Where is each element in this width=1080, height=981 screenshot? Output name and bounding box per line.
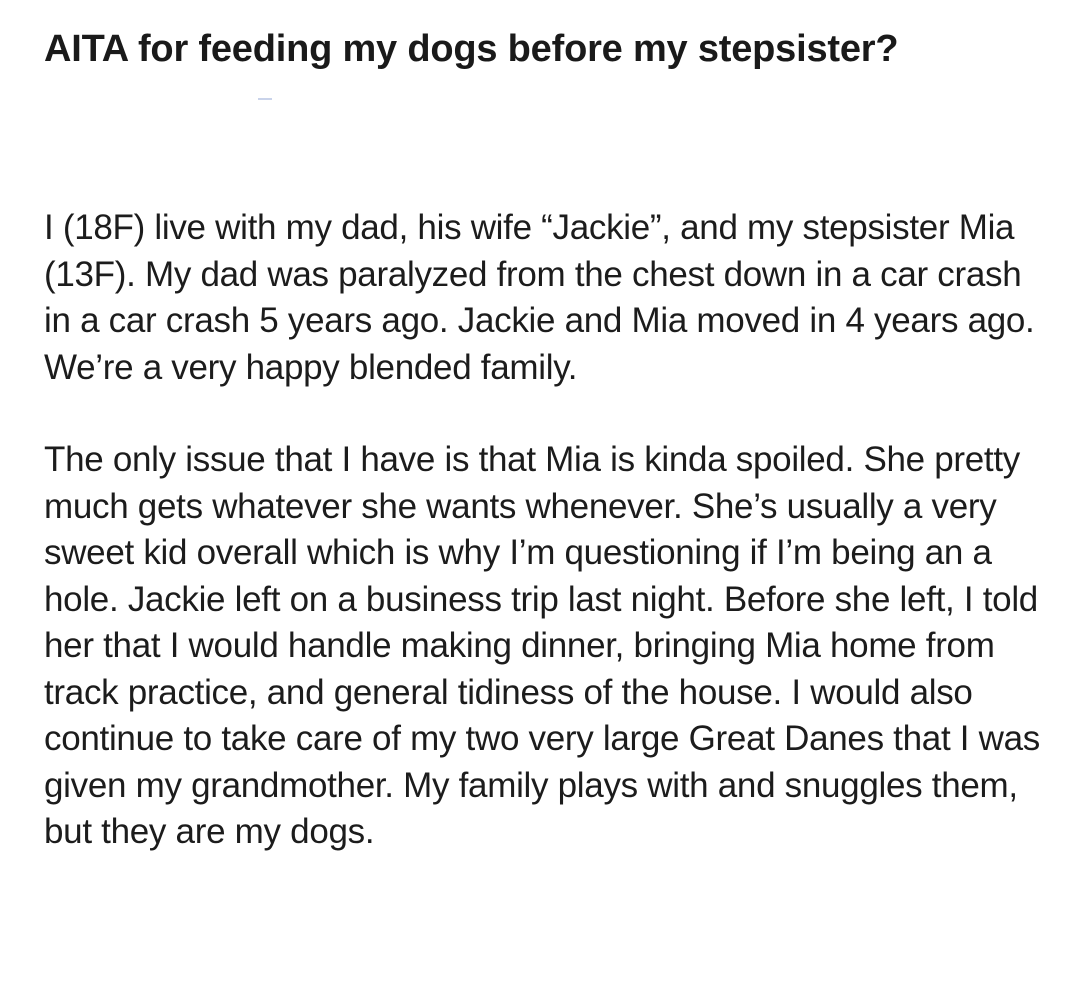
post-paragraph-2: The only issue that I have is that Mia is kinda spoiled. She pretty much gets whatever she wants whenever. She’s usually a very sweet kid overall which is why I’m questioning if I’m being an a⁠ ⁠hole. Jackie left on a business trip last night. Before she left, I told her that I would handle making dinner, bringing Mia home from track practice, and general tidiness of the house. I would also continue to take care of my two very large Great Danes that I was given my grandmother. My family plays with and snuggles them, but they are my dogs. (44, 440, 1040, 851)
post (44, 0, 1054, 851)
post-title: AITA for feeding my dogs before my stepsister? (44, 28, 899, 70)
divider-mark (258, 98, 272, 100)
post-paragraph-1: I (18F) live with my dad, his wife “Jackie”, and my stepsister Mia (13F). My dad was paralyzed from the chest down in a car crash in a car crash 5 years ago. Jackie and Mia moved in 4 years ago. We’re a very happy blended family. (44, 208, 1035, 387)
post-body (44, 205, 1054, 856)
